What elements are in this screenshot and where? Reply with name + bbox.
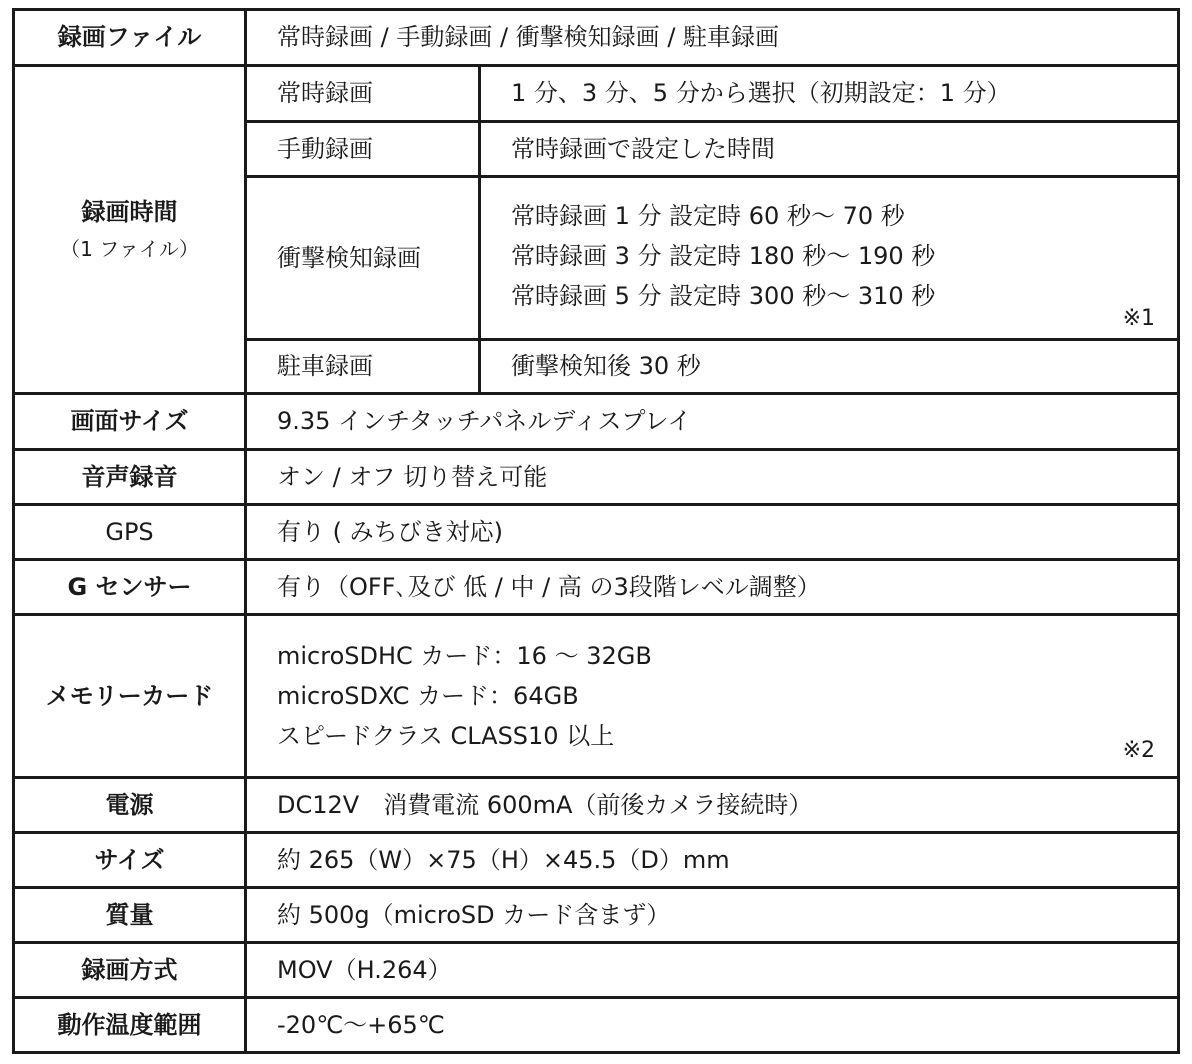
subrow-label-manual: 手動録画 [277,134,373,163]
impact-line: 常時録画 5 分 設定時 300 秒〜 310 秒 [511,282,936,310]
row-value-g-sensor: 有り（OFF､及び 低 / 中 / 高 の3段階レベル調整） [277,572,821,601]
row-label-format: 録画方式 [81,955,178,984]
footnote-marker-2: ※2 [1122,738,1155,763]
table-border-right [1177,8,1180,1054]
row-value-temperature: -20℃〜+65℃ [277,1010,445,1039]
row-label-weight: 質量 [105,900,154,929]
recording-time-sublabel: （1 ファイル） [60,236,199,261]
row-value-power: DC12V 消費電流 600mA（前後カメラ接続時） [277,790,813,819]
row-value-memory [247,616,1177,776]
memory-line: スピードクラス CLASS10 以上 [277,722,615,750]
table-border-bottom [12,1051,1180,1054]
row-value-recording-file: 常時録画 / 手動録画 / 衝撃検知録画 / 駐車録画 [277,23,780,52]
row-value-gps: 有り ( みちびき対応) [277,517,503,546]
row-label-power: 電源 [105,790,154,819]
row-label-screen-size: 画面サイズ [70,407,189,436]
row-value-audio: オン / オフ 切り替え可能 [277,462,548,491]
row-label-temperature: 動作温度範囲 [57,1010,202,1039]
row-label-recording-time [15,67,244,392]
recording-time-label: 録画時間 [81,198,178,227]
footnote-marker-1: ※1 [1122,306,1155,331]
subrow-label-parking: 駐車録画 [277,352,373,381]
subrow-label-continuous: 常時録画 [277,79,373,108]
row-value-screen-size: 9.35 インチタッチパネルディスプレイ [277,407,692,436]
subrow-label-impact: 衝撃検知録画 [277,243,421,272]
subrow-value-continuous: 1 分、3 分、5 分から選択（初期設定：1 分） [511,79,1011,108]
row-value-weight: 約 500g（microSD カード含まず） [277,900,671,929]
row-label-g-sensor: G センサー [67,572,192,601]
row-label-size: サイズ [94,845,165,874]
row-label-recording-file: 録画ファイル [57,23,202,52]
subrow-value-impact [481,178,1177,338]
row-label-memory: メモリーカード [45,681,214,710]
row-value-format: MOV（H.264） [277,955,452,984]
impact-line: 常時録画 1 分 設定時 60 秒〜 70 秒 [511,202,905,230]
row-value-size: 約 265（W）×75（H）×45.5（D）mm [277,845,730,874]
memory-line: microSDXC カード：64GB [277,682,579,710]
subrow-value-parking: 衝撃検知後 30 秒 [511,352,701,381]
row-label-gps: GPS [105,517,154,546]
impact-line: 常時録画 3 分 設定時 180 秒〜 190 秒 [511,242,936,270]
subrow-value-manual: 常時録画で設定した時間 [511,134,775,163]
row-label-audio: 音声録音 [81,462,178,491]
memory-line: microSDHC カード：16 〜 32GB [277,642,652,670]
